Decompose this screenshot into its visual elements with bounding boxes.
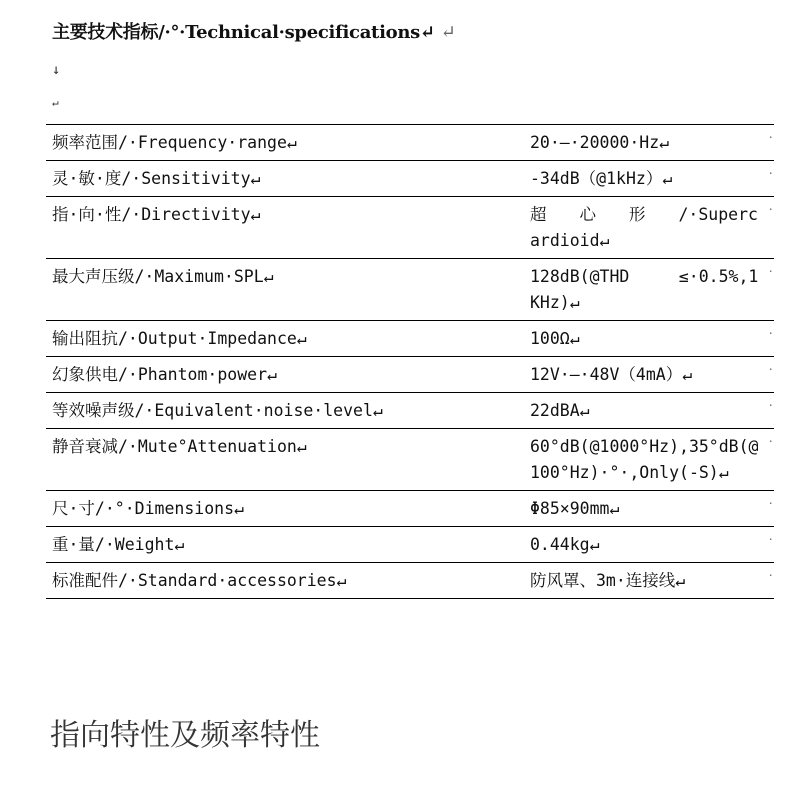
spec-row [46, 527, 774, 563]
spec-value: 防风罩、3m·连接线↵ [524, 563, 766, 599]
spec-value: 0.44kg↵ [524, 527, 766, 563]
row-edge-mark: · [766, 259, 774, 321]
row-edge-mark: · [766, 491, 774, 527]
row-edge-mark: · [766, 563, 774, 599]
spec-value: 128dB(@THD ≤·0.5%,1KHz)↵ [524, 259, 766, 321]
spec-heading-text: 主要技术指标/·°·Technical·specifications↵ [52, 22, 435, 43]
row-edge-mark: · [766, 125, 774, 161]
spec-label: 指·向·性/·Directivity↵ [46, 197, 524, 259]
row-edge-mark: · [766, 527, 774, 563]
spec-label: 尺·寸/·°·Dimensions↵ [46, 491, 524, 527]
spec-row [46, 563, 774, 599]
spec-row [46, 491, 774, 527]
spec-row [46, 259, 774, 321]
spec-value: 22dBA↵ [524, 393, 766, 429]
spec-value: -34dB（@1kHz）↵ [524, 161, 766, 197]
spec-value: 12V·–·48V（4mA）↵ [524, 357, 766, 393]
spec-heading [52, 18, 456, 44]
spec-row [46, 197, 774, 259]
spec-row [46, 357, 774, 393]
row-edge-mark: · [766, 357, 774, 393]
spec-table-body [46, 125, 774, 599]
spec-value: Φ85×90mm↵ [524, 491, 766, 527]
heading-end-mark: ↵ [440, 22, 456, 43]
spec-value: 60°dB(@1000°Hz),35°dB(@100°Hz)·°·,Only(-S)↵ [524, 429, 766, 491]
spec-row [46, 393, 774, 429]
paragraph-mark-arrow: ↓ [52, 62, 61, 78]
spec-value: 20·–·20000·Hz↵ [524, 125, 766, 161]
spec-label: 幻象供电/·Phantom·power↵ [46, 357, 524, 393]
spec-label: 输出阻抗/·Output·Impedance↵ [46, 321, 524, 357]
spec-label: 频率范围/·Frequency·range↵ [46, 125, 524, 161]
row-edge-mark: · [766, 321, 774, 357]
spec-label: 最大声压级/·Maximum·SPL↵ [46, 259, 524, 321]
spec-table [46, 124, 774, 599]
spec-label: 等效噪声级/·Equivalent·noise·level↵ [46, 393, 524, 429]
row-edge-mark: · [766, 429, 774, 491]
spec-label: 静音衰减/·Mute°Attenuation↵ [46, 429, 524, 491]
paragraph-mark-return: ↵ [52, 96, 59, 109]
spec-row [46, 125, 774, 161]
row-edge-mark: · [766, 161, 774, 197]
section-title: 指向特性及频率特性 [50, 718, 320, 753]
spec-row [46, 429, 774, 491]
spec-label: 标准配件/·Standard·accessories↵ [46, 563, 524, 599]
spec-value: 超 心 形 /·Supercardioid↵ [524, 197, 766, 259]
row-edge-mark: · [766, 393, 774, 429]
spec-value: 100Ω↵ [524, 321, 766, 357]
row-edge-mark: · [766, 197, 774, 259]
spec-label: 灵·敏·度/·Sensitivity↵ [46, 161, 524, 197]
spec-label: 重·量/·Weight↵ [46, 527, 524, 563]
spec-row [46, 161, 774, 197]
spec-row [46, 321, 774, 357]
